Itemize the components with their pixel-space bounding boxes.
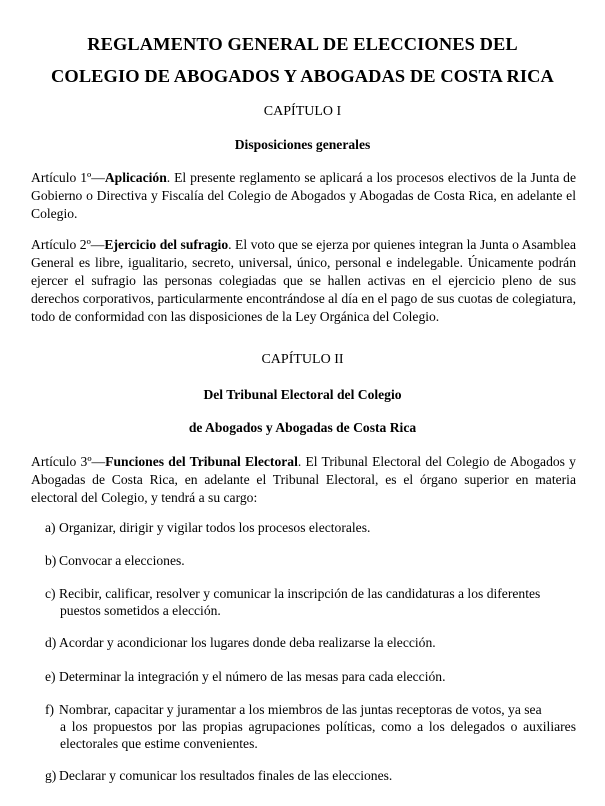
article-3-heading: Funciones del Tribunal Electoral (105, 454, 298, 469)
list-item-text: Recibir, calificar, resolver y comunicar la inscripción de las candidaturas a los diferentes (59, 586, 541, 601)
list-item-text: Determinar la integración y el número de las mesas para cada elección. (59, 669, 446, 684)
list-item (45, 634, 576, 651)
list-item-label: b) (45, 553, 57, 568)
list-item (45, 701, 576, 752)
article-1-heading: Aplicación (104, 170, 167, 185)
list-item (45, 552, 576, 569)
document-title-line-1: REGLAMENTO GENERAL DE ELECCIONES DEL (87, 34, 518, 54)
document-title-line-2: COLEGIO DE ABOGADOS Y ABOGADAS DE COSTA RICA (51, 66, 554, 86)
list-item-text: Declarar y comunicar los resultados finales de las elecciones. (59, 768, 393, 783)
article-2-heading: Ejercicio del sufragio (104, 237, 229, 252)
article-2 (31, 236, 576, 326)
list-item-label: e) (45, 669, 56, 684)
article-1-prefix: Artículo 1º— (31, 170, 105, 185)
list-item-continuation: puestos sometidos a elección. (60, 603, 221, 618)
list-item-label: g) (45, 768, 57, 783)
list-item (45, 519, 576, 536)
chapter-2-heading-line-2: de Abogados y Abogadas de Costa Rica (188, 420, 417, 435)
chapter-2-label: CAPÍTULO II (261, 352, 344, 367)
list-item-continuation: a los propuestos por las propias agrupaciones políticas, como a los delegados o auxiliares electorales que estime convenientes. (60, 719, 576, 751)
list-item-text: Organizar, dirigir y vigilar todos los procesos electorales. (59, 520, 371, 535)
article-2-text: . El voto que se ejerza por quienes integran la Junta o Asamblea General es libre, igualitario, secreto, universal, único, personal e indelegable. Únicamente podrán ejercer el sufragio las personas colegiadas que se hallen activas en el ejercicio pleno de sus derechos corporativos, particularmente encontrándose al día en el pago de sus cuotas de colegiatura, todo de conformidad con las disposiciones de la Ley Orgánica del Colegio. (31, 237, 576, 324)
list-item (45, 585, 576, 619)
list-item (45, 767, 576, 784)
list-item-label: a) (45, 520, 56, 535)
list-item-text: Convocar a elecciones. (59, 553, 185, 568)
list-item-text: Acordar y acondicionar los lugares donde deba realizarse la elección. (59, 635, 436, 650)
list-item-text: Nombrar, capacitar y juramentar a los miembros de las juntas receptoras de votos, ya sea (59, 702, 542, 717)
article-3 (31, 453, 576, 507)
article-1 (31, 169, 576, 223)
list-item (45, 668, 576, 685)
article-1-text: . El presente reglamento se aplicará a los procesos electivos de la Junta de Gobierno o Directiva y Fiscalía del Colegio de Abogados y Abogadas de Costa Rica, en adelante el Colegio. (31, 170, 576, 221)
chapter-2-heading-line-1: Del Tribunal Electoral del Colegio (203, 387, 402, 402)
article-3-prefix: Artículo 3º— (31, 454, 106, 469)
chapter-1-heading: Disposiciones generales (234, 137, 371, 152)
article-3-text: . El Tribunal Electoral del Colegio de Abogados y Abogadas de Costa Rica, en adelante el Tribunal Electoral, es el órgano superior en materia electoral del Colegio, y tendrá a su cargo: (31, 454, 576, 505)
chapter-1-label: CAPÍTULO I (263, 104, 342, 119)
article-2-prefix: Artículo 2º— (31, 237, 105, 252)
list-item-label: f) (45, 702, 55, 717)
list-item-label: d) (45, 635, 57, 650)
list-item-label: c) (45, 586, 56, 601)
